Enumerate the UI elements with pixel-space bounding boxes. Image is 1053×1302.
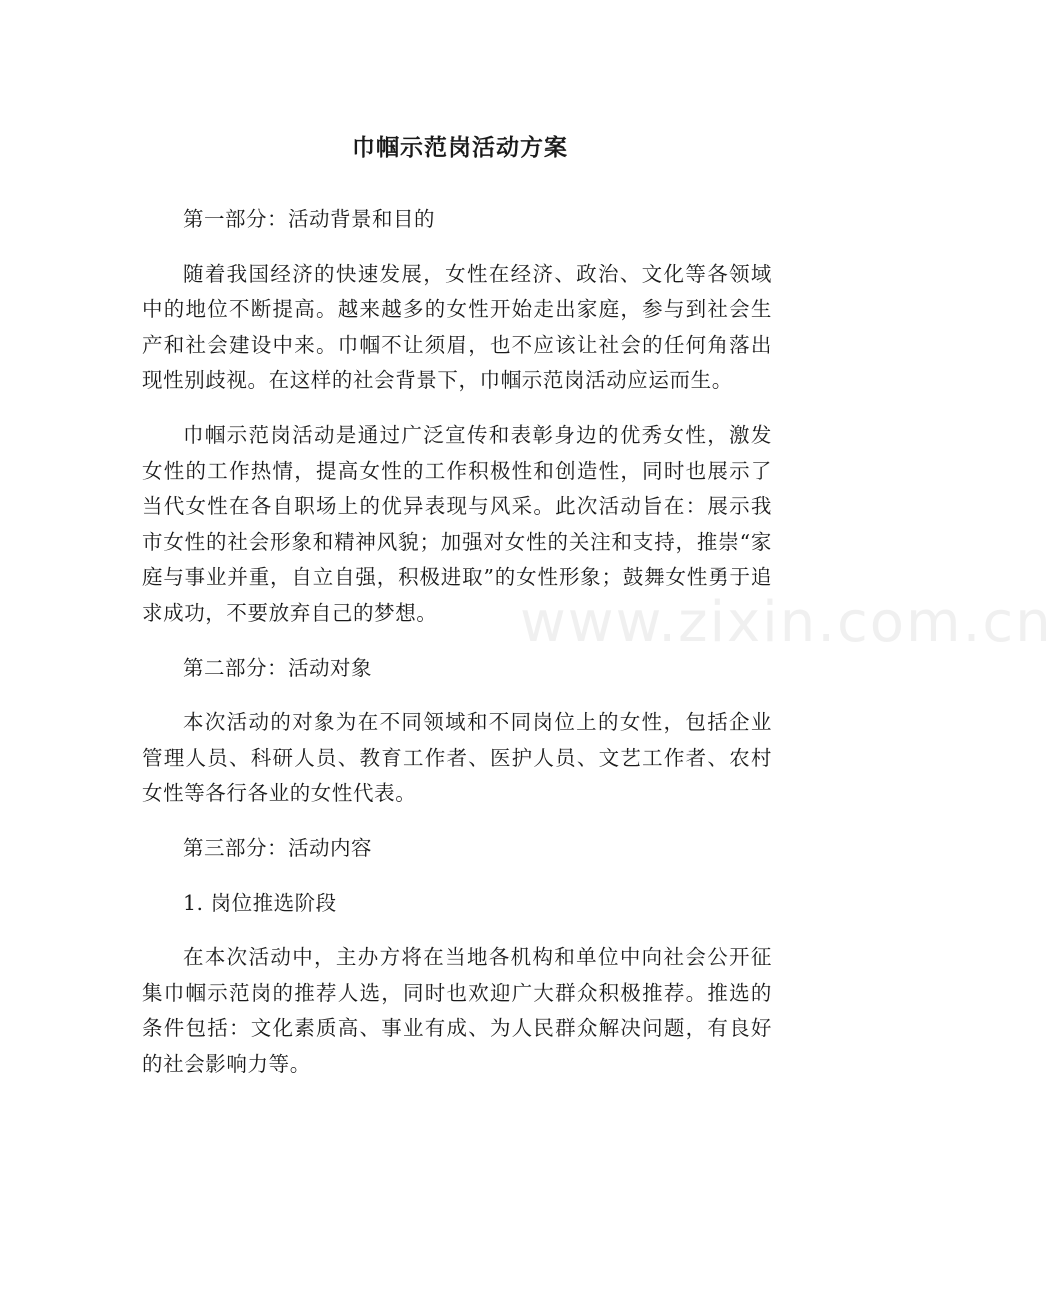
section-heading-background: 第一部分：活动背景和目的	[183, 207, 435, 231]
subheading-nomination-stage: 1. 岗位推选阶段	[183, 890, 337, 915]
paragraph-participants: 本次活动的对象为在不同领域和不同岗位上的女性，包括企业管理人员、科研人员、教育工作者、医护人员、文艺工作者、农村女性等各行各业的女性代表。	[142, 710, 772, 806]
document-body	[142, 202, 772, 1101]
section-heading-participants: 第二部分：活动对象	[183, 655, 372, 680]
paragraph-purpose: 巾帼示范岗活动是通过广泛宣传和表彰身边的优秀女性，激发女性的工作热情，提高女性的工作积极性和创造性，同时也展示了当代女性在各自职场上的优异表现与风采。此次活动旨在：展示我市女性的社会形象和精神风貌；加强对女性的关注和支持，推崇“家庭与事业并重，自立自强，积极进取”的女性形象；鼓舞女性勇于追求成功，不要放弃自己的梦想。	[142, 422, 772, 625]
section-heading-content: 第三部分：活动内容	[183, 835, 372, 860]
watermark: www.zixin.com.cn	[520, 590, 1053, 655]
document-title: 巾帼示范岗活动方案	[352, 135, 568, 161]
paragraph-background: 随着我国经济的快速发展，女性在经济、政治、文化等各领域中的地位不断提高。越来越多的女性开始走出家庭，参与到社会生产和社会建设中来。巾帼不让须眉，也不应该让社会的任何角落出现性别歧视。在这样的社会背景下，巾帼示范岗活动应运而生。	[142, 261, 772, 393]
paragraph-nomination: 在本次活动中，主办方将在当地各机构和单位中向社会公开征集巾帼示范岗的推荐人选，同时也欢迎广大群众积极推荐。推选的条件包括：文化素质高、事业有成、为人民群众解决问题，有良好的社会影响力等。	[142, 945, 772, 1076]
